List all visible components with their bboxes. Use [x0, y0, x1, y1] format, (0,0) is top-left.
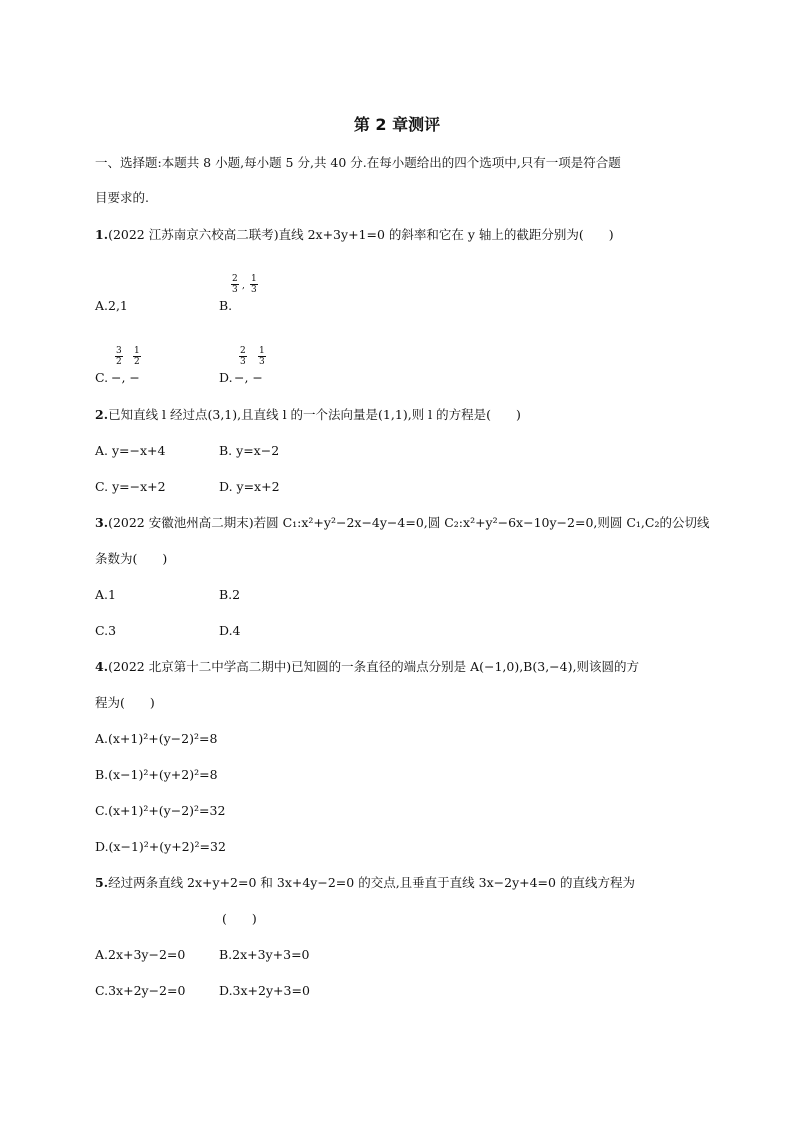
question-number: 2. [95, 407, 109, 422]
q1-option-b-fraction-1: $\frac{2}{3}$ [232, 274, 238, 295]
question-3 [95, 515, 709, 531]
q1-option-b-fraction-2: $\frac{1}{3}$ [251, 274, 257, 295]
q1-option-d-fraction-2: $\frac{1}{3}$ [259, 346, 265, 367]
q1-option-d-label: D. [219, 370, 233, 385]
q1-option-d-signs: −, − [234, 370, 263, 385]
question-5 [95, 875, 635, 891]
q2-option-c: C. y=−x+2 [95, 479, 166, 494]
q1-option-d-fraction-1: $\frac{2}{3}$ [240, 346, 246, 367]
q4-option-d: D.(x−1)²+(y+2)²=32 [95, 839, 226, 854]
question-4 [95, 659, 639, 675]
question-stem: (2022 安徽池州高二期末)若圆 C₁:x²+y²−2x−4y−4=0,圆 C₂:x²+y²−6x−10y−2=0,则圆 C₁,C₂的公切线 [108, 515, 710, 530]
q5-option-d: D.3x+2y+3=0 [219, 983, 310, 998]
q1-option-c-label: C. [95, 370, 109, 385]
q1-option-b-separator: , [242, 281, 245, 291]
question-number: 1. [95, 227, 109, 242]
q4-option-c: C.(x+1)²+(y−2)²=32 [95, 803, 226, 818]
section-instruction: 一、选择题:本题共 8 小题,每小题 5 分,共 40 分.在每小题给出的四个选项中,只有一项是符合题 [95, 155, 621, 170]
question-stem: (2022 江苏南京六校高二联考)直线 2x+3y+1=0 的斜率和它在 y 轴上的截距分别为( ) [108, 227, 614, 242]
q2-option-d: D. y=x+2 [219, 479, 280, 494]
question-stem: (2022 北京第十二中学高二期中)已知圆的一条直径的端点分别是 A(−1,0),B(3,−4),则该圆的方 [108, 659, 639, 674]
q3-option-a: A.1 [95, 587, 116, 602]
q1-option-c-fraction-1: $\frac{3}{2}$ [116, 346, 122, 367]
question-stem: 已知直线 l 经过点(3,1),且直线 l 的一个法向量是(1,1),则 l 的方程是( ) [108, 407, 521, 422]
q1-option-a: A.2,1 [95, 298, 128, 313]
q5-option-c: C.3x+2y−2=0 [95, 983, 186, 998]
q1-option-b-label: B. [219, 298, 233, 313]
q3-option-b: B.2 [219, 587, 241, 602]
question-3-cont: 条数为( ) [95, 551, 168, 566]
question-5-cont: ( ) [222, 911, 257, 926]
q2-option-b: B. y=x−2 [219, 443, 280, 458]
q3-option-d: D.4 [219, 623, 241, 638]
q4-option-a: A.(x+1)²+(y−2)²=8 [95, 731, 218, 746]
section-instruction-cont: 目要求的. [95, 190, 149, 205]
question-stem: 经过两条直线 2x+y+2=0 和 3x+4y−2=0 的交点,且垂直于直线 3x−2y+4=0 的直线方程为 [108, 875, 635, 890]
question-4-cont: 程为( ) [95, 695, 155, 710]
question-number: 4. [95, 659, 109, 674]
question-1 [95, 227, 614, 243]
question-number: 5. [95, 875, 109, 890]
q5-option-b: B.2x+3y+3=0 [219, 947, 310, 962]
q4-option-b: B.(x−1)²+(y+2)²=8 [95, 767, 218, 782]
q3-option-c: C.3 [95, 623, 117, 638]
page-title: 第 2 章测评 [353, 115, 441, 134]
q1-option-c-fraction-2: $\frac{1}{2}$ [134, 346, 140, 367]
q5-option-a: A.2x+3y−2=0 [95, 947, 186, 962]
question-2 [95, 407, 521, 423]
q2-option-a: A. y=−x+4 [95, 443, 166, 458]
q1-option-c-signs: −, − [111, 370, 140, 385]
question-number: 3. [95, 515, 109, 530]
